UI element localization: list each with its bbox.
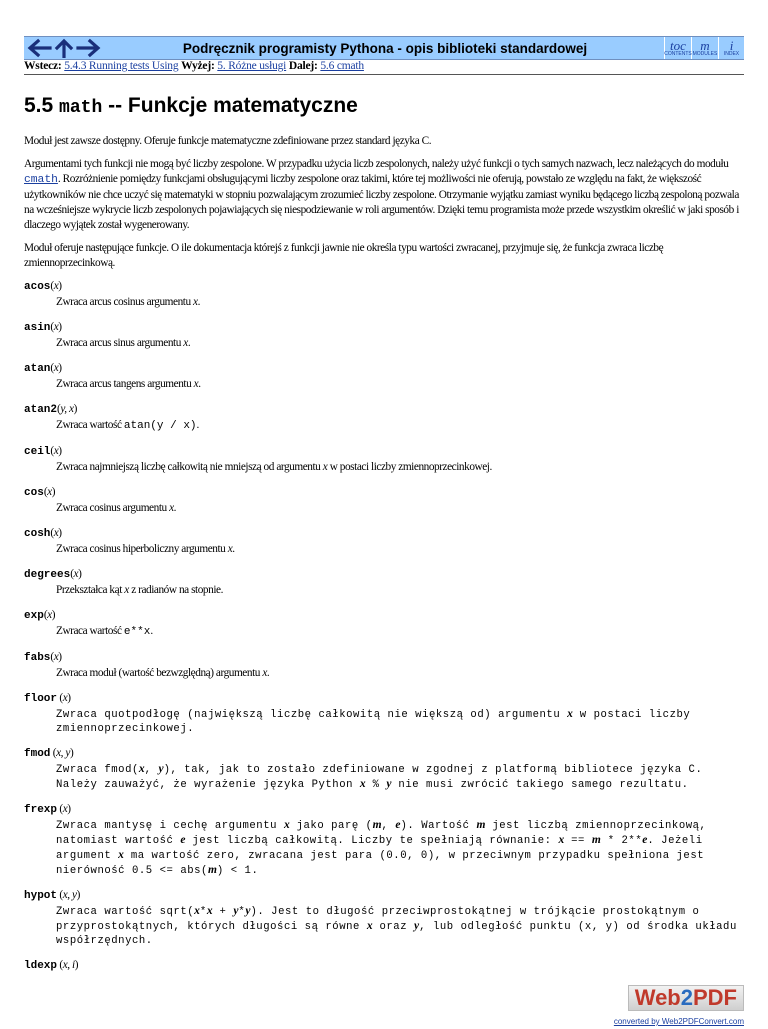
page-title: 5.5 math -- Funkcje matematyczne xyxy=(24,94,358,118)
function-entry xyxy=(24,444,740,475)
function-entry xyxy=(24,320,740,351)
function-description: Zwraca moduł (wartość bezwzględną) argumentu x. xyxy=(56,667,270,679)
function-list xyxy=(24,279,740,681)
function-description: Zwraca quotpodłogę (największą liczbę całkowitą nie większą od) argumentu x w postaci liczby zmiennoprzecinkowej. xyxy=(56,708,691,735)
next-label: Dalej: xyxy=(288,60,318,72)
function-signature: ldexp (x, i) xyxy=(24,959,79,972)
main-content xyxy=(24,134,740,984)
function-entry xyxy=(24,608,740,640)
function-signature: fmod (x, y) xyxy=(24,747,74,760)
function-description: Zwraca najmniejszą liczbę całkowitą nie mniejszą od argumentu x w postaci liczby zmiennoprzecinkowej. xyxy=(56,461,492,473)
function-signature: degrees(x) xyxy=(24,568,82,581)
next-arrow-icon[interactable] xyxy=(76,38,102,58)
function-signature: fabs(x) xyxy=(24,651,62,664)
web2pdf-logo[interactable] xyxy=(594,985,744,1026)
logo-mark: Web2PDF xyxy=(628,985,744,1011)
function-description: Zwraca cosinus argumentu x. xyxy=(56,502,177,514)
function-description: Zwraca arcus sinus argumentu x. xyxy=(56,337,191,349)
function-entry xyxy=(24,888,740,948)
function-description: Zwraca wartość e**x. xyxy=(56,625,153,638)
intro-paragraph-1: Moduł jest zawsze dostępny. Oferuje funkcje matematyczne zdefiniowane przez standard języka C. xyxy=(24,135,432,147)
function-description: Zwraca arcus cosinus argumentu x. xyxy=(56,296,200,308)
intro-paragraph-3: Moduł oferuje następujące funkcje. O ile dokumentacja którejś z funkcji jawnie nie określa typu wartości zwracanej, przyjmuje się, że funkcja zwraca liczbę zmiennoprzecinkową. xyxy=(24,242,664,269)
function-entry xyxy=(24,567,740,598)
breadcrumb xyxy=(24,60,744,75)
function-description: Zwraca fmod(x, y), tak, jak to zostało zdefiniowane w zgodnej z platformą bibliotece języka C. Należy zauważyć, że wyrażenie języka Python x % y nie musi zwrócić takiego samego rezultatu. xyxy=(56,763,703,791)
function-signature: ceil(x) xyxy=(24,445,62,458)
prev-arrow-icon[interactable] xyxy=(26,38,52,58)
intro-paragraph-2: Argumentami tych funkcji nie mogą być liczby zespolone. W przypadku użycia liczb zespolonych, należy użyć funkcji o tych samych nazwach, lecz należących do modułu cmath. Rozróżnienie pomiędzy funkcjami obsługującymi liczby zespolone oraz takimi, które tej możliwości nie oferują, powstało ze względu na fakt, że większość użytkowników nie chce uczyć się matematyki w stopniu pozwalającym zrozumieć liczby zespolone. Otrzymanie wyjątku zamiast wyniku będącego liczbą zespoloną pozwala na wcześniejsze wykrycie liczb zespolonych pojawiających się niespodziewanie w roli argumentów. Dzięki temu programista może przede wszystkim określić w jaki sposób i dlaczego wyjątek został wygenerowany. xyxy=(24,158,739,231)
function-entry xyxy=(24,691,740,736)
up-arrow-icon[interactable] xyxy=(52,38,76,58)
function-signature: atan2(y, x) xyxy=(24,403,77,416)
cmath-link[interactable]: cmath xyxy=(24,174,58,186)
function-description: Zwraca cosinus hiperboliczny argumentu x. xyxy=(56,543,235,555)
function-entry xyxy=(24,958,740,974)
function-signature: frexp (x) xyxy=(24,803,71,816)
function-entry xyxy=(24,802,740,878)
function-description: Zwraca mantysę i cechę argumentu x jako parę (m, e). Wartość m jest liczbą zmiennoprzecinkową, natomiast wartość e jest liczbą całkowitą. Liczby te spełniają równanie: x == m * 2**e. Jeżeli argument x ma wartość zero, zwracana jest para (0.0, 0), w przeciwnym przypadku spełniona jest nierówność 0.5 <= abs(m) < 1. xyxy=(56,819,707,877)
function-entry xyxy=(24,279,740,310)
function-signature: floor (x) xyxy=(24,692,71,705)
up-link[interactable]: 5. Różne usługi xyxy=(217,60,287,72)
function-entry xyxy=(24,650,740,681)
up-label: Wyżej: xyxy=(181,60,215,72)
function-entry xyxy=(24,526,740,557)
function-description: Przekształca kąt x z radianów na stopnie. xyxy=(56,584,223,596)
function-description: Zwraca arcus tangens argumentu x. xyxy=(56,378,201,390)
function-entry xyxy=(24,746,740,792)
nav-arrows xyxy=(24,37,106,59)
function-signature: cosh(x) xyxy=(24,527,62,540)
function-signature: asin(x) xyxy=(24,321,62,334)
function-entry xyxy=(24,361,740,392)
function-signature: atan(x) xyxy=(24,362,62,375)
function-signature: cos(x) xyxy=(24,486,56,499)
next-link[interactable]: 5.6 cmath xyxy=(320,60,364,72)
function-description: Zwraca wartość atan(y / x). xyxy=(56,419,199,432)
prev-link[interactable]: 5.4.3 Running tests Using xyxy=(64,60,179,72)
function-signature: exp(x) xyxy=(24,609,56,622)
converted-by-link[interactable]: converted by Web2PDFConvert.com xyxy=(613,1017,744,1026)
index-icon[interactable]: i INDEX xyxy=(719,37,744,59)
function-list-mono xyxy=(24,691,740,974)
nav-right-icons xyxy=(664,37,744,59)
modules-icon[interactable]: m MODULES xyxy=(692,38,718,57)
contents-icon[interactable]: toc CONTENTS xyxy=(664,38,692,57)
navigation-bar xyxy=(24,36,744,60)
function-description: Zwraca wartość sqrt(x*x + y*y). Jest to długość przeciwprostokątnej w trójkącie prostokątnym o przyprostokątnych, których długości są równe x oraz y, lub odległość punktu (x, y) od środka układu współrzędnych. xyxy=(56,905,737,947)
function-entry xyxy=(24,402,740,434)
nav-title: Podręcznik programisty Pythona - opis biblioteki standardowej xyxy=(106,41,664,56)
function-entry xyxy=(24,485,740,516)
prev-label: Wstecz: xyxy=(24,60,62,72)
function-signature: acos(x) xyxy=(24,280,62,293)
function-signature: hypot (x, y) xyxy=(24,889,80,902)
